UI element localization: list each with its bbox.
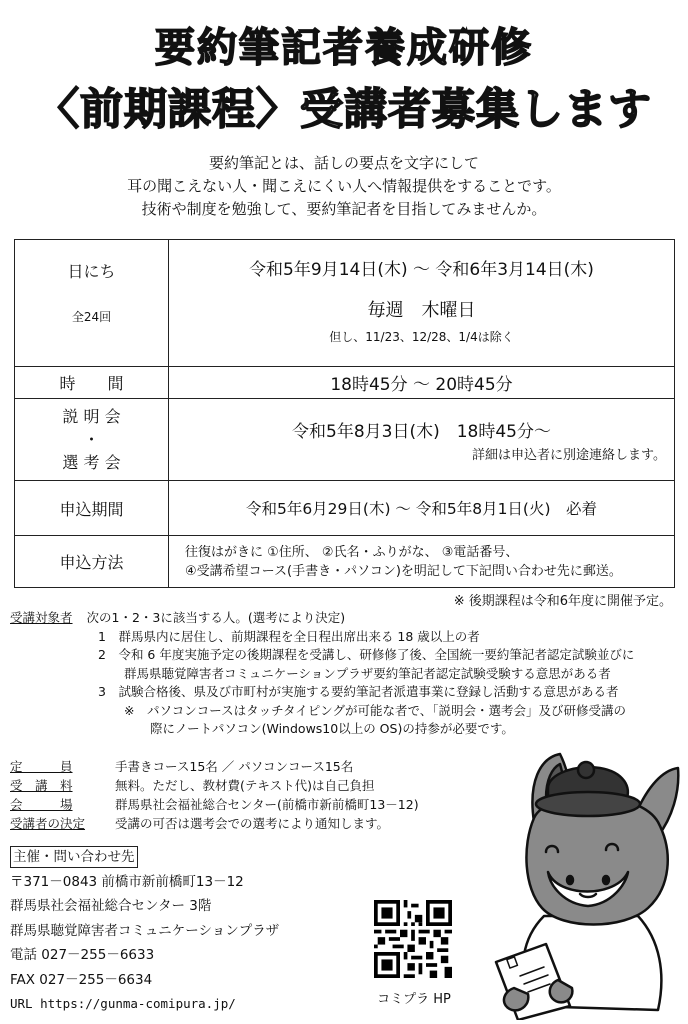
date-label-cell [15, 240, 169, 367]
method-value-cell [169, 536, 675, 588]
date-exclusions: 但し、11/23、12/28、1/4は除く [329, 330, 514, 344]
briefing-note: 詳細は申込者に別途連絡します。 [472, 447, 666, 463]
date-range: 令和5年9月14日(木) ～ 令和6年3月14日(木) [249, 260, 594, 280]
session-count: 全24回 [71, 310, 112, 324]
qr-caption: コミプラ HP [377, 992, 451, 1007]
detail-value: 群馬県社会福祉総合センター(前橋市新前橋町13－12) [115, 797, 419, 812]
contact-tel: 電話 027－255－6633 [10, 947, 155, 963]
title-line-2: 〈前期課程〉受講者募集します [36, 85, 652, 135]
selection-label: 選 考 会 [62, 453, 121, 472]
eligibility-item: 2 令和 6 年度実施予定の後期課程を受講し、研修修了後、全国統一要約筆記者認定試験並びに [98, 647, 635, 662]
contact-url[interactable]: URL https://gunma-comipura.jp/ [10, 996, 236, 1011]
period-value: 令和5年6月29日(木) ～ 令和5年8月1日(火) 必着 [169, 481, 675, 536]
schedule-table [14, 239, 675, 588]
date-label: 日にち [67, 262, 116, 281]
qr-code-icon[interactable] [374, 900, 452, 978]
detail-label: 受 講 料 [10, 778, 73, 793]
detail-label: 定 員 [10, 759, 73, 774]
detail-row [10, 757, 490, 776]
method-line: 往復はがきに ①住所、 ②氏名・ふりがな、 ③電話番号、 [185, 544, 519, 560]
detail-value: 手書きコース15名 ／ パソコンコース15名 [115, 759, 354, 774]
weekly-day: 毎週 木曜日 [367, 300, 476, 321]
briefing-value-cell [169, 399, 675, 481]
briefing-value: 令和5年8月3日(木) 18時45分～ [292, 421, 551, 442]
detail-row [10, 814, 490, 833]
contact-building: 群馬県社会福祉総合センター 3階 [10, 898, 212, 914]
row-briefing [15, 399, 675, 481]
intro-line: 技術や制度を勉強して、要約筆記者を目指してみませんか。 [141, 200, 547, 218]
row-period [15, 481, 675, 536]
details-section [10, 757, 490, 833]
detail-value: 無料。ただし、教材費(テキスト代)は自己負担 [115, 778, 375, 793]
contact-heading: 主催・問い合わせ先 [10, 846, 138, 868]
contact-fax: FAX 027－255－6634 [10, 971, 153, 988]
eligibility-item: 1 群馬県内に居住し、前期課程を全日程出席出来る 18 歳以上の者 [98, 628, 480, 644]
title-line-1: 要約筆記者養成研修 [155, 25, 533, 71]
detail-value: 受講の可否は選考会での選考により通知します。 [115, 816, 390, 831]
mascot-illustration-icon [488, 748, 684, 1020]
eligibility-label: 受講対象者 [10, 610, 73, 625]
eligibility-note: 際にノートパソコン(Windows10以上の OS)の持参が必要です。 [150, 721, 514, 736]
date-value-cell [169, 240, 675, 367]
contact-org: 群馬県聴覚障害者コミュニケーションプラザ [10, 922, 280, 939]
intro-text [0, 152, 688, 221]
eligibility-intro: 次の1・2・3に該当する人。(選考により決定) [86, 610, 346, 625]
row-time [15, 367, 675, 399]
contact-postal: 〒371－0843 前橋市新前橋町13－12 [10, 873, 244, 890]
row-method [15, 536, 675, 588]
eligibility-item: 群馬県聴覚障害者コミュニケーションプラザ要約筆記者認定試験受験する意思がある者 [124, 665, 611, 681]
time-label: 時 間 [15, 367, 169, 399]
intro-line: 要約筆記とは、話しの要点を文字にして [208, 154, 479, 172]
briefing-label-dot: ・ [83, 430, 100, 449]
eligibility-item: 3 試験合格後、県及び市町村が実施する要約筆記者派遣事業に登録し活動する意思がある者 [98, 684, 619, 699]
detail-label: 受講者の決定 [10, 816, 86, 831]
briefing-label-cell [15, 399, 169, 481]
method-label: 申込方法 [15, 536, 169, 588]
detail-row [10, 776, 490, 795]
detail-label: 会 場 [10, 797, 73, 812]
latter-course-note: ※ 後期課程は令和6年度に開催予定。 [453, 594, 672, 609]
contact-section [10, 845, 340, 1017]
row-date [15, 240, 675, 367]
detail-row [10, 795, 490, 814]
intro-line: 耳の聞こえない人・聞こえにくい人へ情報提供をすることです。 [127, 177, 561, 195]
eligibility-section [10, 609, 680, 739]
time-value: 18時45分 ～ 20時45分 [169, 367, 675, 399]
briefing-label: 説 明 会 [62, 407, 121, 426]
period-label: 申込期間 [15, 481, 169, 536]
method-line: ④受講希望コース(手書き・パソコン)を明記して下記問い合わせ先に郵送。 [185, 563, 622, 579]
eligibility-note: ※ パソコンコースはタッチタイピングが可能な者で、「説明会・選考会」及び研修受講の [124, 702, 626, 718]
